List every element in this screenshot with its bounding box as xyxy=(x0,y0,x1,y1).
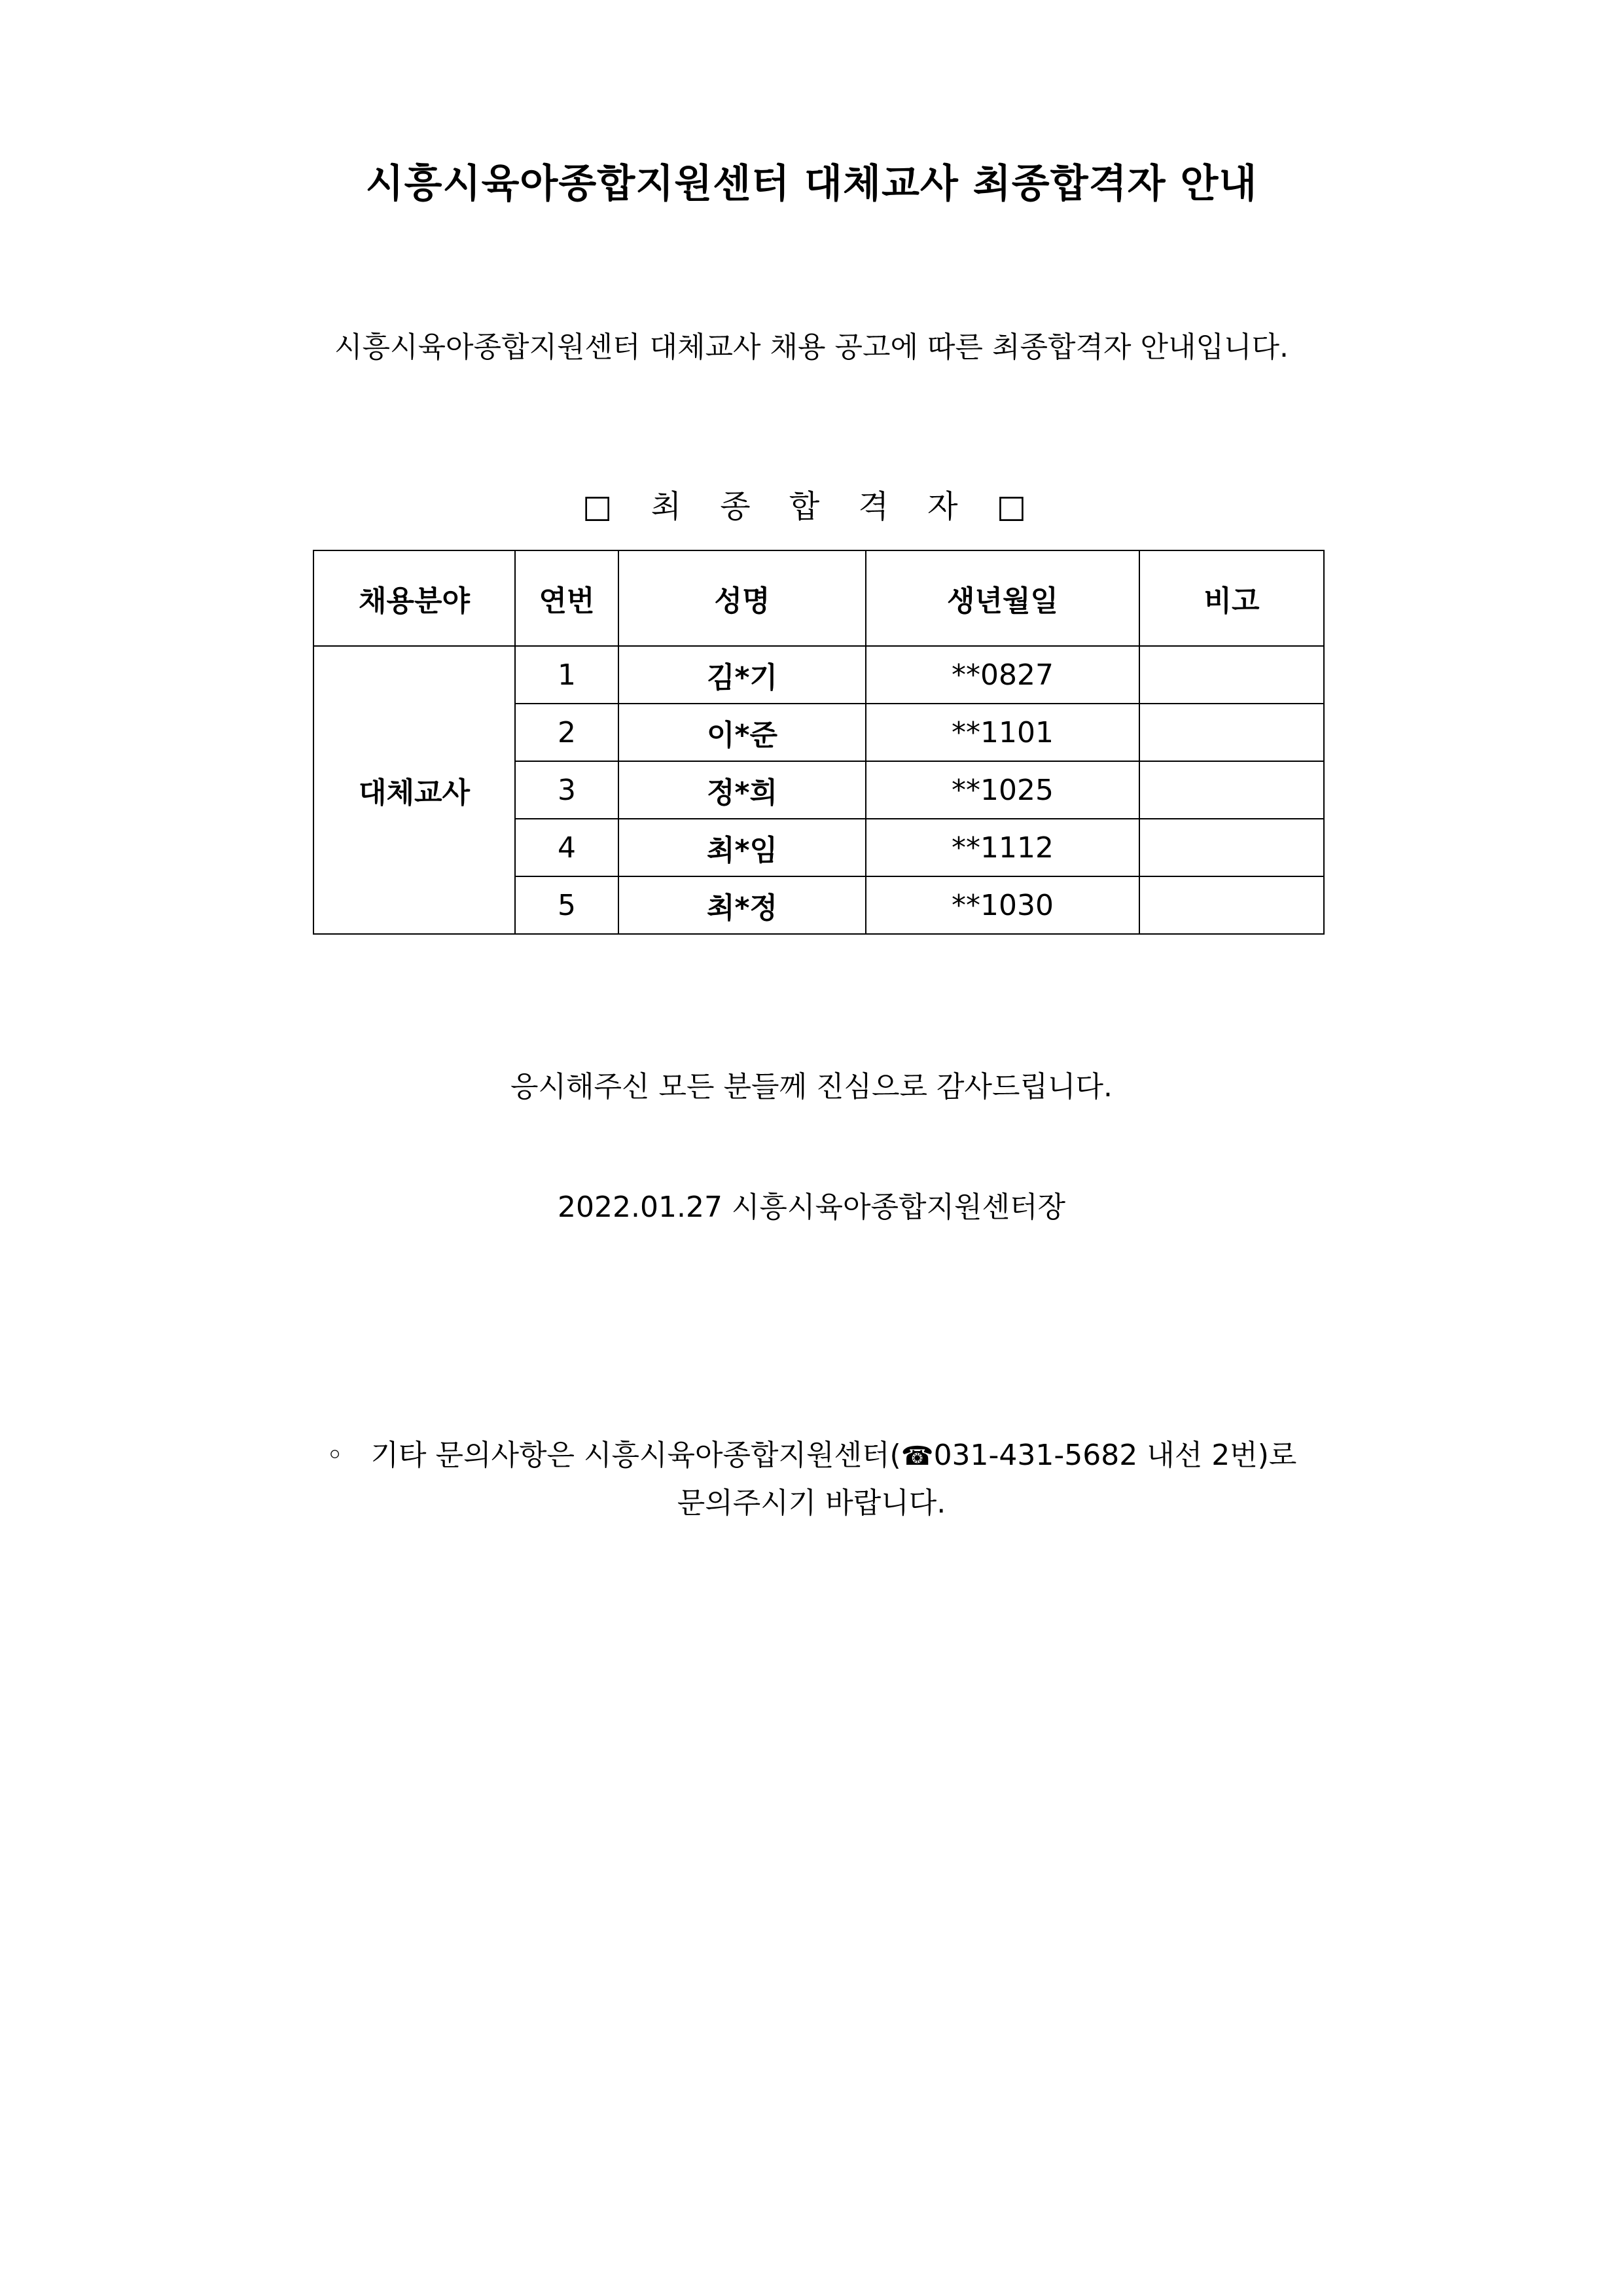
note-cell xyxy=(1139,761,1324,819)
signature-line: 2022.01.27 시흥시육아종합지원센터장 xyxy=(558,1191,1065,1224)
note-cell xyxy=(1139,646,1324,704)
intro-text: 시흥시육아종합지원센터 대체교사 채용 공고에 따른 최종합격자 안내입니다. xyxy=(334,331,1289,364)
birth-cell: **0827 xyxy=(866,646,1139,704)
header-birth: 생년월일 xyxy=(866,550,1139,646)
note-cell xyxy=(1139,704,1324,761)
name-cell: 정*희 xyxy=(618,761,866,819)
bullet-icon: ◦ xyxy=(326,1439,344,1472)
thanks-text: 응시해주신 모든 분들께 진심으로 감사드립니다. xyxy=(510,1070,1113,1103)
header-note: 비고 xyxy=(1139,550,1324,646)
number-cell: 1 xyxy=(515,646,618,704)
birth-cell: **1025 xyxy=(866,761,1139,819)
name-cell: 김*기 xyxy=(618,646,866,704)
inquiry-suffix: 031-431-5682 내선 2번)로 xyxy=(933,1439,1297,1472)
table-header-row xyxy=(313,550,1324,646)
header-number: 연번 xyxy=(515,550,618,646)
field-cell: 대체교사 xyxy=(313,646,515,934)
name-cell: 최*임 xyxy=(618,819,866,876)
phone-icon: ☎ xyxy=(901,1441,934,1471)
name-cell: 이*준 xyxy=(618,704,866,761)
table-row xyxy=(313,646,1324,704)
section-title: □ 최 종 합 격 자 □ xyxy=(582,488,1041,525)
number-cell: 3 xyxy=(515,761,618,819)
birth-cell: **1101 xyxy=(866,704,1139,761)
note-cell xyxy=(1139,876,1324,934)
results-table xyxy=(313,550,1325,935)
inquiry-line-2: 문의주시기 바랍니다. xyxy=(677,1486,946,1520)
inquiry-note xyxy=(0,1432,1623,1527)
birth-cell: **1030 xyxy=(866,876,1139,934)
number-cell: 5 xyxy=(515,876,618,934)
header-name: 성명 xyxy=(618,550,866,646)
inquiry-line-1 xyxy=(0,1432,1623,1480)
page-title: 시흥시육아종합지원센터 대체교사 최종합격자 안내 xyxy=(365,161,1258,207)
note-cell xyxy=(1139,819,1324,876)
number-cell: 4 xyxy=(515,819,618,876)
name-cell: 최*정 xyxy=(618,876,866,934)
inquiry-prefix: 기타 문의사항은 시흥시육아종합지원센터( xyxy=(370,1439,901,1472)
number-cell: 2 xyxy=(515,704,618,761)
birth-cell: **1112 xyxy=(866,819,1139,876)
header-field: 채용분야 xyxy=(313,550,515,646)
